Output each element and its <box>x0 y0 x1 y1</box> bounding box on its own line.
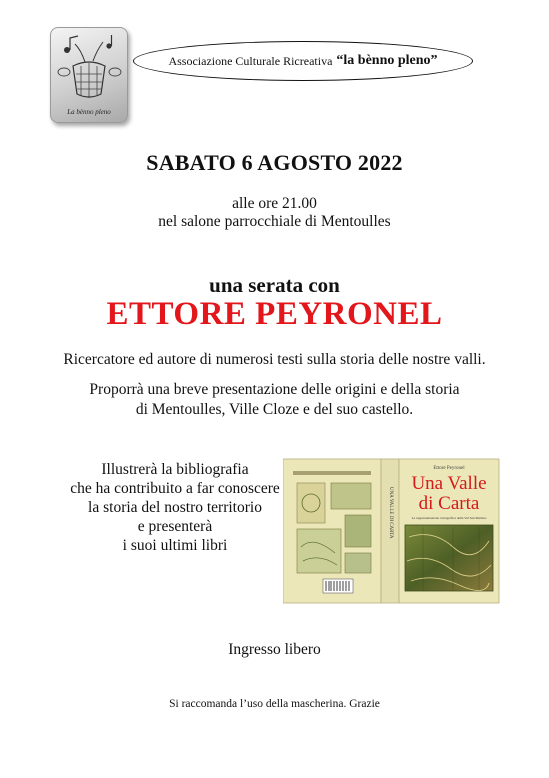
event-intro: una serata con <box>209 273 340 297</box>
book-title-line1: Una Valle <box>411 473 487 494</box>
speaker-name: ETTORE PEYRONEL <box>106 296 443 332</box>
speaker-bio: Ricercatore ed autore di numerosi testi sulla storia delle nostre valli. <box>63 351 486 368</box>
entry-info: Ingresso libero <box>228 641 321 658</box>
book-spine-title: UNA VALLE DI CARTA <box>388 487 393 539</box>
book-cover-image <box>283 457 501 605</box>
event-time: alle ore 21.00 <box>232 195 317 212</box>
presentation-text <box>0 380 549 420</box>
logo-caption: La bènno pleno <box>67 108 111 116</box>
mask-note: Si raccomanda l’uso della mascherina. Grazie <box>169 698 380 710</box>
bibliography-line: i suoi ultimi libri <box>122 537 228 554</box>
association-prefix: Associazione Culturale Ricreativa <box>168 53 333 68</box>
event-venue: nel salone parrocchiale di Mentoulles <box>158 213 391 230</box>
presentation-line: Proporrà una breve presentazione delle origini e della storia <box>89 381 460 398</box>
book-title-line2: di Carta <box>418 493 480 514</box>
bibliography-line: che ha contribuito a far conoscere <box>70 480 280 497</box>
bibliography-line: e presenterà <box>137 518 213 535</box>
bibliography-text <box>55 460 295 555</box>
association-logo <box>50 27 128 123</box>
presentation-line: di Mentoulles, Ville Cloze e del suo castello. <box>135 401 414 418</box>
association-name: “la bènno pleno” <box>336 53 438 68</box>
bibliography-line: la storia del nostro territorio <box>88 499 262 516</box>
book-subtitle: La rappresentazione cartografica della Val San Martino <box>411 516 487 520</box>
association-banner <box>133 41 473 81</box>
bibliography-line: Illustrerà la bibliografia <box>101 461 249 478</box>
book-author: Ettore Peyronel <box>433 466 465 471</box>
event-date: SABATO 6 AGOSTO 2022 <box>146 150 403 175</box>
